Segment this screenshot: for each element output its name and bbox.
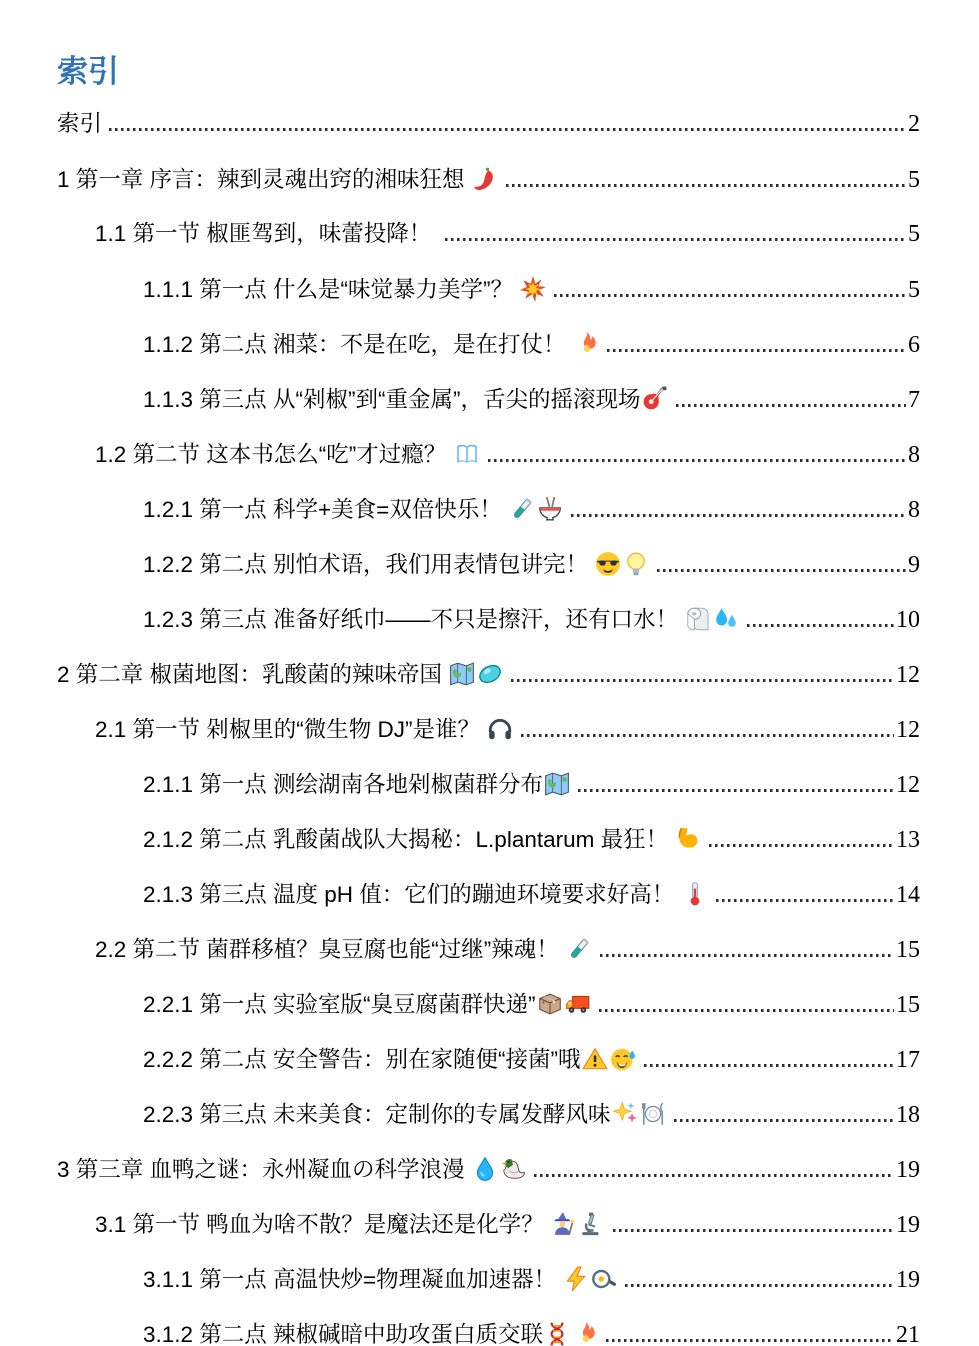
toc-entry-label: 2.2.3 第三点 未来美食：定制你的专属发酵风味 <box>143 1102 611 1127</box>
dot-leader <box>607 349 906 352</box>
toc-entry-label: 3.1.2 第二点 辣椒碱暗中助攻蛋白质交联 <box>143 1322 544 1346</box>
toc-entry-label: 2.2 第二节 菌群移植？臭豆腐也能“过继”辣魂！ <box>95 937 566 962</box>
toc-page-number: 19 <box>896 1267 920 1293</box>
toc-page-number: 6 <box>908 332 920 358</box>
toc-page-number: 15 <box>896 937 920 963</box>
toc-entry[interactable] <box>57 1138 920 1193</box>
page-title: 索引 <box>57 54 119 89</box>
dot-leader <box>606 1339 894 1342</box>
toc-entry[interactable] <box>57 1193 920 1248</box>
toc-entry-label: 2.1.1 第一点 测绘湖南各地剁椒菌群分布 <box>143 772 544 797</box>
world-map-icon <box>449 661 475 687</box>
headphones-icon <box>487 716 513 742</box>
dot-leader <box>716 899 894 902</box>
toc-entry-label: 2 第二章 椒菌地图：乳酸菌的辣味帝国 <box>57 662 449 687</box>
toc-page-number: 8 <box>908 442 920 468</box>
guitar-icon <box>642 386 668 412</box>
dna-icon <box>544 1321 570 1346</box>
toc-entry-label: 2.2.1 第一点 实验室版“臭豆腐菌群快递” <box>143 992 536 1017</box>
package-icon <box>537 991 563 1017</box>
dot-leader <box>511 679 894 682</box>
toc-page-number: 9 <box>908 552 920 578</box>
duck-icon <box>500 1156 526 1182</box>
toc-page-number: 12 <box>896 662 920 688</box>
toc-entry[interactable] <box>57 533 920 588</box>
dot-leader <box>578 789 894 792</box>
high-voltage-icon <box>563 1266 589 1292</box>
thermometer-icon <box>682 881 708 907</box>
toc-entry[interactable] <box>57 973 920 1028</box>
toc-page-number: 7 <box>908 387 920 413</box>
dot-leader <box>109 128 906 131</box>
toc-entry-label: 1.1 第一节 椒匪驾到，味蕾投降！ <box>95 221 438 246</box>
sparkles-icon <box>612 1101 638 1127</box>
toc-page-number: 12 <box>896 717 920 743</box>
toc-entry-label: 1.2 第二节 这本书怎么“吃”才过瘾？ <box>95 442 453 467</box>
toc-entry[interactable] <box>57 313 920 368</box>
toc-entry-label: 3 第三章 血鸭之谜：永州凝血の科学浪漫 <box>57 1157 471 1182</box>
toc-page-number: 2 <box>908 111 920 137</box>
dot-leader <box>657 569 906 572</box>
toc-page-number: 19 <box>896 1157 920 1183</box>
dot-leader <box>676 404 906 407</box>
dot-leader <box>445 238 906 241</box>
toc-entry-label: 1 第一章 序言：辣到灵魂出窍的湘味狂想 <box>57 167 471 192</box>
dot-leader <box>554 294 906 297</box>
toc-page-number: 19 <box>896 1212 920 1238</box>
toc-page-number: 5 <box>908 167 920 193</box>
collision-icon <box>520 276 546 302</box>
toilet-paper-icon <box>685 606 711 632</box>
toc-entry[interactable] <box>57 258 920 313</box>
toc-entry-label: 索引 <box>57 111 103 136</box>
toc-page-number: 18 <box>896 1102 920 1128</box>
fire-icon <box>573 331 599 357</box>
toc-entry[interactable] <box>57 478 920 533</box>
microscope-icon <box>579 1211 605 1237</box>
delivery-truck-icon <box>565 991 591 1017</box>
toc-entry[interactable] <box>57 368 920 423</box>
warning-icon <box>582 1046 608 1072</box>
dot-leader <box>674 1119 894 1122</box>
microbe-icon <box>477 661 503 687</box>
toc-entry[interactable] <box>57 423 920 478</box>
dot-leader <box>613 1229 894 1232</box>
chili-icon <box>472 166 498 192</box>
light-bulb-icon <box>623 551 649 577</box>
sweat-droplets-icon <box>713 606 739 632</box>
toc-entry-label: 1.2.3 第三点 准备好纸巾——不只是擦汗，还有口水！ <box>143 607 685 632</box>
toc-page-number: 21 <box>896 1322 920 1346</box>
test-tube-icon <box>509 496 535 522</box>
toc-page-number: 13 <box>896 827 920 853</box>
dot-leader <box>644 1064 894 1067</box>
toc-page-number: 17 <box>896 1047 920 1073</box>
dot-leader <box>625 1284 894 1287</box>
toc-entry[interactable] <box>57 1028 920 1083</box>
droplet-icon <box>472 1156 498 1182</box>
toc-entry-label: 1.1.3 第三点 从“剁椒”到“重金属”，舌尖的摇滚现场 <box>143 387 641 412</box>
dot-leader <box>488 459 906 462</box>
toc-page-number: 8 <box>908 497 920 523</box>
steaming-bowl-icon <box>537 496 563 522</box>
toc-page-number: 5 <box>908 277 920 303</box>
test-tube-icon <box>566 936 592 962</box>
dot-leader <box>747 624 894 627</box>
toc-entry-label: 1.2.1 第一点 科学+美食=双倍快乐！ <box>143 497 509 522</box>
dot-leader <box>571 514 906 517</box>
toc-entry-label: 2.1 第一节 剁椒里的“微生物 DJ”是谁？ <box>95 717 487 742</box>
toc-page-number: 15 <box>896 992 920 1018</box>
toc-entry[interactable] <box>57 808 920 863</box>
fork-knife-plate-icon <box>640 1101 666 1127</box>
open-book-icon <box>454 441 480 467</box>
dot-leader <box>506 184 906 187</box>
world-map-icon <box>544 771 570 797</box>
toc-entry[interactable] <box>57 753 920 808</box>
dot-leader <box>600 954 894 957</box>
fire-icon <box>572 1321 598 1346</box>
toc-entry[interactable] <box>57 643 920 698</box>
toc-page-number: 14 <box>896 882 920 908</box>
toc-entry-label: 3.1 第一节 鸭血为啥不散？是魔法还是化学？ <box>95 1212 551 1237</box>
toc-entry-label: 1.2.2 第二点 别怕术语，我们用表情包讲完！ <box>143 552 595 577</box>
toc-entry[interactable] <box>57 588 920 643</box>
toc-entry-label: 2.1.3 第三点 温度 pH 值：它们的蹦迪环境要求好高！ <box>143 882 681 907</box>
toc-entry[interactable] <box>57 918 920 973</box>
dot-leader <box>534 1174 894 1177</box>
toc-entry[interactable] <box>57 203 920 258</box>
sunglasses-face-icon <box>595 551 621 577</box>
toc-page-number: 12 <box>896 772 920 798</box>
toc-page-number: 5 <box>908 221 920 247</box>
toc-entry[interactable] <box>57 863 920 918</box>
toc-entry[interactable] <box>57 1083 920 1138</box>
mage-icon <box>551 1211 577 1237</box>
cooking-icon <box>591 1266 617 1292</box>
toc-list <box>57 93 920 1346</box>
toc-entry-label: 3.1.1 第一点 高温快炒=物理凝血加速器！ <box>143 1267 563 1292</box>
flexed-biceps-icon <box>675 826 701 852</box>
toc-entry[interactable] <box>57 148 920 203</box>
sweat-smile-icon <box>610 1046 636 1072</box>
toc-page-number: 10 <box>896 607 920 633</box>
toc-entry[interactable] <box>57 698 920 753</box>
dot-leader <box>709 844 894 847</box>
toc-entry-label: 1.1.2 第二点 湘菜：不是在吃，是在打仗！ <box>143 332 572 357</box>
toc-entry-label: 2.2.2 第二点 安全警告：别在家随便“接菌”哦 <box>143 1047 581 1072</box>
toc-entry[interactable] <box>57 1248 920 1303</box>
toc-entry[interactable] <box>57 93 920 148</box>
toc-entry[interactable] <box>57 1303 920 1346</box>
dot-leader <box>521 734 894 737</box>
toc-entry-label: 2.1.2 第二点 乳酸菌战队大揭秘：L.plantarum 最狂！ <box>143 827 675 852</box>
dot-leader <box>599 1009 894 1012</box>
toc-entry-label: 1.1.1 第一点 什么是“味觉暴力美学”？ <box>143 277 520 302</box>
